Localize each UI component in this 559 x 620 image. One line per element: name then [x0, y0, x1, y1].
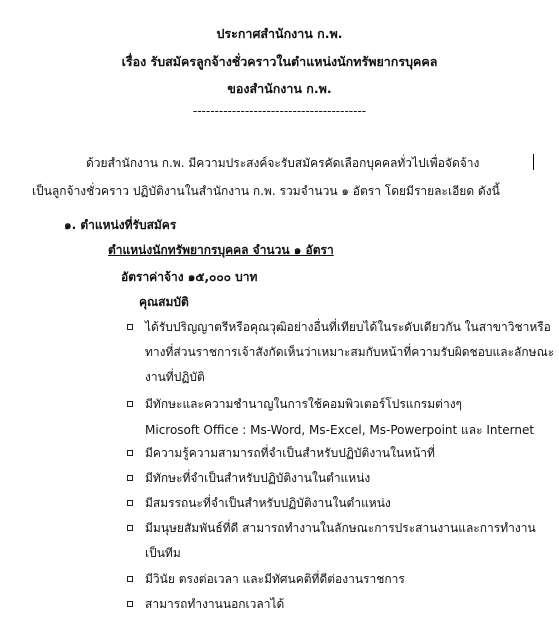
qualification-item-1-line-3: งานที่ปฏิบัติ — [145, 370, 205, 384]
qualification-item-1-line-1: ได้รับปริญญาตรีหรือคุณวุฒิอย่างอื่นที่เทียบได้ในระดับเดียวกัน ในสาขาวิชาหรือ — [145, 320, 551, 334]
checkbox-bullet-icon — [127, 525, 133, 531]
checkbox-bullet-icon — [127, 500, 133, 506]
position-title: ตำแหน่งนักทรัพยากรบุคคล จำนวน ๑ อัตรา — [108, 243, 334, 257]
qualification-item-7: มีวินัย ตรงต่อเวลา และมีทัศนคติที่ดีต่องานราชการ — [145, 572, 405, 586]
separator-line: ---------------------------------------- — [192, 104, 367, 118]
checkbox-bullet-icon — [127, 324, 133, 330]
qualification-item-3: มีความรู้ความสามารถที่จำเป็นสำหรับปฏิบัติงานในหน้าที่ — [145, 446, 435, 460]
qualification-item-4: มีทักษะที่จำเป็นสำหรับปฏิบัติงานในตำแหน่ง — [145, 471, 371, 485]
checkbox-bullet-icon — [127, 475, 133, 481]
announcement-organization: ของสำนักงาน ก.พ. — [227, 81, 332, 96]
section-heading: ๑. ตำแหน่งที่รับสมัคร — [64, 218, 177, 232]
intro-line-2: เป็นลูกจ้างชั่วคราว ปฏิบัติงานในสำนักงาน ก.พ. รวมจำนวน ๑ อัตรา โดยมีรายละเอียด ดังนี้ — [32, 184, 500, 198]
qualification-item-1-line-2: ทางที่ส่วนราชการเจ้าสังกัดเห็นว่าเหมาะสมกับหน้าที่ความรับผิดชอบและลักษณะ — [145, 345, 555, 359]
announcement-title: ประกาศสำนักงาน ก.พ. — [216, 26, 343, 41]
intro-line-1: ด้วยสำนักงาน ก.พ. มีความประสงค์จะรับสมัครคัดเลือกบุคคลทั่วไปเพื่อจัดจ้าง — [86, 156, 480, 170]
salary-rate: อัตราค่าจ้าง ๑๕,๐๐๐ บาท — [121, 270, 258, 284]
text-cursor — [533, 154, 534, 170]
checkbox-bullet-icon — [127, 576, 133, 582]
qualification-item-6-line-2: เป็นทีม — [145, 546, 181, 560]
qualification-item-2-line-1: มีทักษะและความชำนาญในการใช้คอมพิวเตอร์โปรแกรมต่างๆ — [145, 397, 462, 411]
checkbox-bullet-icon — [127, 601, 133, 607]
qualification-item-2-line-2: Microsoft Office : Ms-Word, Ms-Excel, Ms-Powerpoint และ Internet — [145, 423, 535, 437]
qualification-item-5: มีสมรรถนะที่จำเป็นสำหรับปฏิบัติงานในตำแหน่ง — [145, 496, 391, 510]
qualification-item-8: สามารถทำงานนอกเวลาได้ — [145, 597, 285, 611]
checkbox-bullet-icon — [127, 450, 133, 456]
checkbox-bullet-icon — [127, 401, 133, 407]
qualification-item-6-line-1: มีมนุษยสัมพันธ์ที่ดี สามารถทำงานในลักษณะการประสานงานและการทำงาน — [145, 521, 536, 535]
qualifications-heading: คุณสมบัติ — [139, 295, 189, 309]
announcement-subject: เรื่อง รับสมัครลูกจ้างชั่วคราวในตำแหน่งนักทรัพยากรบุคคล — [121, 54, 438, 69]
